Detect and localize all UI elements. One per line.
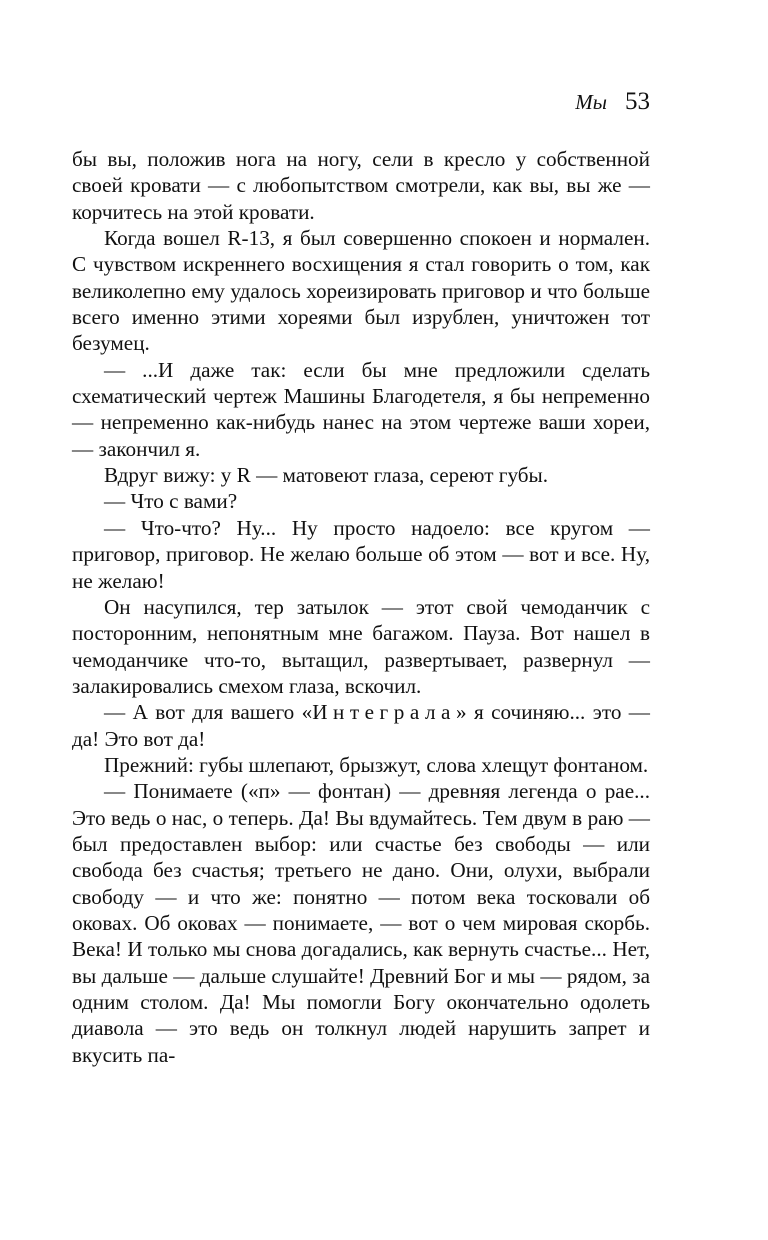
paragraph-text: » я сочиняю... это — да! Это вот да!: [72, 700, 650, 751]
page-header: [575, 88, 650, 116]
spaced-word: Интеграла: [312, 700, 456, 725]
paragraph: — Понимаете («п» — фонтан) — древняя легенда о рае... Это ведь о нас, о теперь. Да! Вы вдумайтесь. Тем двум в раю — был предоставлен выбор: или счастье без свободы — или свобода без счастья; третьего не дано. Они, олухи, выбрали свободу — и что же: понятно — потом века тосковали об оковах. Об оковах — понимаете, — вот о чем мировая скорбь. Века! И только мы снова догадались, как вернуть счастье... Нет, вы дальше — дальше слушайте! Древний Бог и мы — рядом, за одним столом. Да! Мы помогли Богу окончательно одолеть диавола — это ведь он толкнул людей нарушить запрет и вкусить па-: [72, 779, 650, 1067]
paragraph: Вдруг вижу: у R — матовеют глаза, сереют губы.: [104, 463, 549, 488]
paragraph: [72, 699, 650, 752]
paragraph: Когда вошел R-13, я был совершенно спокоен и нормален. С чувством искреннего восхищения я стал говорить о том, как великолепно ему удалось хореизировать приговор и что больше всего именно этими хореями был изрублен, уничтожен тот безумец.: [72, 226, 650, 356]
body-text: [72, 146, 650, 1068]
paragraph: Он насупился, тер затылок — этот свой чемоданчик с посторонним, непонятным мне багажом. Пауза. Вот нашел в чемоданчике что-то, вытащил, развертывает, развернул — залакировались смехом глаза, вскочил.: [72, 594, 650, 698]
running-title: Мы: [575, 90, 607, 114]
paragraph: — Что с вами?: [104, 489, 238, 514]
paragraph: бы вы, положив нога на ногу, сели в кресло у собственной своей кровати — с любопытством смотрели, как вы, вы же — корчитесь на этой кровати.: [72, 147, 650, 224]
paragraph: Прежний: губы шлепают, брызжут, слова хлещут фонтаном.: [104, 752, 649, 777]
page-number: 53: [625, 88, 650, 115]
paragraph: — ...И даже так: если бы мне предложили сделать схематический чертеж Машины Благодетеля, я бы непременно — непременно как-нибудь нанес на этом чертеже ваши хореи, — закончил я.: [72, 357, 650, 461]
paragraph-text: — А вот для вашего «: [104, 700, 313, 725]
paragraph: — Что-что? Ну... Ну просто надоело: все кругом — приговор, приговор. Не желаю больше об этом — вот и все. Ну, не желаю!: [72, 515, 650, 593]
